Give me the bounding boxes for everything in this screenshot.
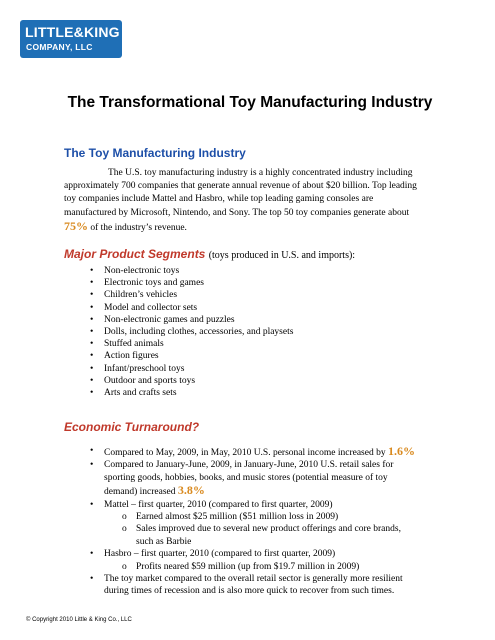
list-item: • Non-electronic toys: [90, 265, 293, 277]
economic-list: [90, 445, 420, 598]
list-item: • Outdoor and sports toys: [90, 375, 293, 387]
company-logo: [20, 20, 122, 58]
eco-bullet-4-text: Hasbro – first quarter, 2010 (compared to first quarter, 2009): [104, 549, 336, 560]
segments-note: (toys produced in U.S. and imports):: [208, 250, 356, 261]
list-item: • Stuffed animals: [90, 338, 293, 350]
list-item: • Infant/preschool toys: [90, 363, 293, 375]
logo-line2: COMPANY, LLC: [26, 42, 93, 52]
highlight-3-8-percent: 3.8%: [177, 483, 205, 498]
list-item: [90, 499, 420, 549]
list-item: • Non-electronic games and puzzles: [90, 314, 293, 326]
list-item: [90, 459, 420, 498]
sub-item: o Earned almost $25 million ($51 million loss in 2009): [122, 511, 420, 523]
list-item: • Electronic toys and games: [90, 277, 293, 289]
list-item: • Model and collector sets: [90, 302, 293, 314]
highlight-75-percent: 75%: [64, 218, 88, 233]
sub-item: o Profits neared $59 million (up from $19.7 million in 2009): [122, 561, 420, 573]
para-text-after: of the industry’s revenue.: [90, 222, 187, 233]
hasbro-sublist: [104, 561, 420, 573]
list-item: • Dolls, including clothes, accessories, and playsets: [90, 326, 293, 338]
segments-list: [90, 265, 293, 399]
section-heading-segments: [64, 247, 355, 261]
list-item: • The toy market compared to the overall retail sector is generally more resilient during times of recession and is also more quick to recover from such times.: [90, 573, 420, 598]
eco-bullet-3-text: Mattel – first quarter, 2010 (compared to first quarter, 2009): [104, 499, 333, 510]
list-item: [90, 445, 420, 459]
page-title: The Transformational Toy Manufacturing Industry: [67, 94, 433, 111]
eco-bullet-1-text: Compared to May, 2009, in May, 2010 U.S. personal income increased by: [104, 448, 386, 458]
list-item: • Action figures: [90, 350, 293, 362]
highlight-1-6-percent: 1.6%: [387, 444, 415, 458]
section-heading-economic: Economic Turnaround?: [64, 420, 200, 434]
mattel-sublist: [104, 511, 420, 548]
list-item: [90, 548, 420, 573]
para-text-before: The U.S. toy manufacturing industry is a highly concentrated industry including approximately 700 companies that generate annual revenue of about $20 billion. Top leading toy companies include Mattel and Hasbro, while top leading gaming consoles are manufactured by Microsoft, Nintendo, and Sony. The top 50 toy companies generate about: [64, 168, 417, 218]
segments-heading-text: Major Product Segments: [64, 247, 206, 261]
list-item: • Children’s vehicles: [90, 289, 293, 301]
eco-bullet-2-text: Compared to January-June, 2009, in January-June, 2010 U.S. retail sales for sporting goods, hobbies, books, and music stores (potential measure of toy demand) increased: [104, 460, 394, 498]
copyright-footer: © Copyright 2010 Little & King Co., LLC: [26, 617, 132, 623]
industry-paragraph: [64, 167, 424, 235]
logo-line1: LITTLE&KING: [25, 24, 120, 40]
list-item: • Arts and crafts sets: [90, 387, 293, 399]
sub-item: o Sales improved due to several new product offerings and core brands, such as Barbie: [122, 523, 420, 548]
section-heading-industry: The Toy Manufacturing Industry: [64, 146, 246, 160]
